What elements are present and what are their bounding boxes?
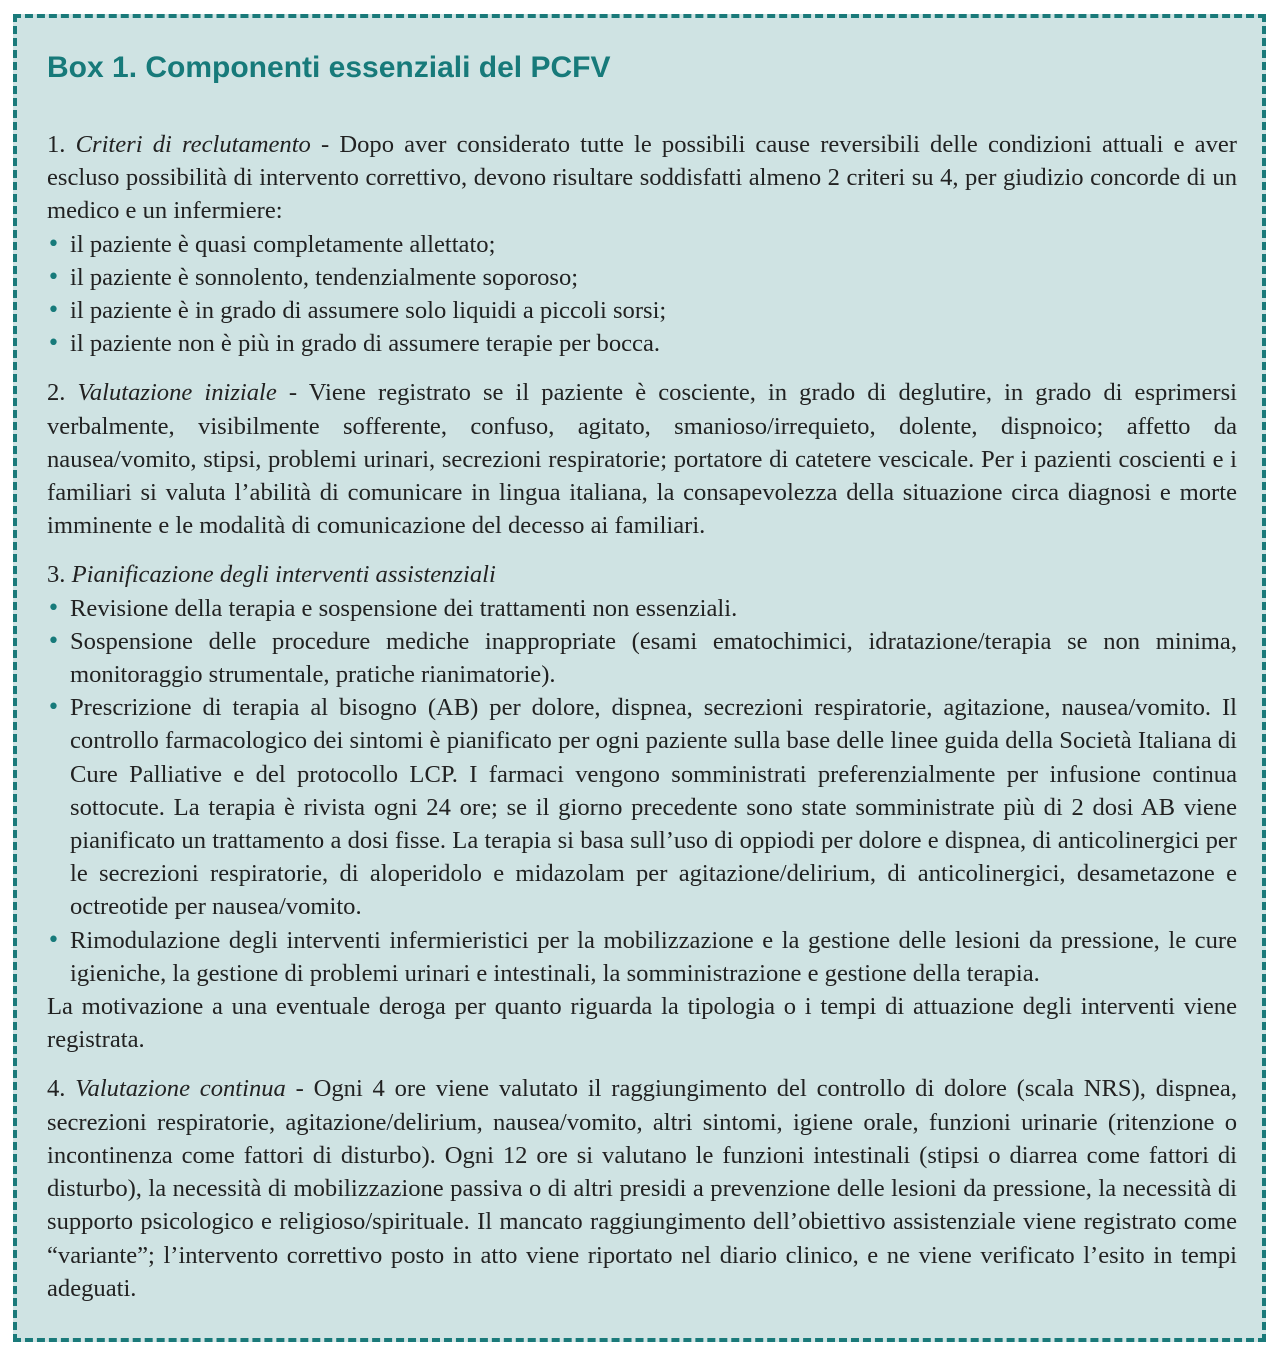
list-item bbox=[47, 924, 1237, 990]
section-number: 2. bbox=[47, 379, 66, 407]
section-separator: - bbox=[285, 1075, 314, 1103]
section-separator: - bbox=[310, 131, 340, 158]
list-item-text: il paziente è in grado di assumere solo liquidi a piccoli sorsi; bbox=[70, 297, 667, 325]
section-paragraph bbox=[47, 558, 1237, 591]
section-pianificazione-interventi bbox=[47, 558, 1237, 1056]
list-item-text: il paziente è quasi completamente allettato; bbox=[70, 230, 496, 258]
list-item bbox=[47, 625, 1237, 691]
bullet-icon: • bbox=[47, 298, 60, 324]
section-criteri-reclutamento bbox=[47, 128, 1237, 360]
bullet-list bbox=[47, 592, 1237, 990]
section-heading: Valutazione continua bbox=[75, 1075, 286, 1103]
section-outro: La motivazione a una eventuale deroga per quanto riguarda la tipologia o i tempi di attuazione degli interventi viene registrata. bbox=[47, 993, 1237, 1054]
list-item bbox=[47, 294, 1237, 327]
section-intro: Dopo aver considerato tutte le possibili cause reversibili delle condizioni attuali e aver escluso possibilità di intervento correttivo, devono risultare soddisfatti almeno 2 criteri su 4, per giudizio concorde di un medico e un infermiere: bbox=[47, 131, 1237, 225]
bullet-list bbox=[47, 228, 1237, 361]
section-number: 1. bbox=[47, 131, 66, 158]
section-number: 4. bbox=[47, 1075, 66, 1103]
bullet-icon: • bbox=[47, 231, 60, 257]
section-intro: Viene registrato se il paziente è cosciente, in grado di deglutire, in grado di esprimersi verbalmente, visibilmente sofferente, confuso, agitato, smanioso/irrequieto, dolente, dispnoico; affetto da nausea/vomito, stipsi, problemi urinari, secrezioni respiratorie; portatore di catetere vescicale. Per i pazienti coscienti e i familiari si valuta l’abilità di comunicare in lingua italiana, la consapevolezza della situazione circa diagnosi e morte imminente e le modalità di comunicazione del decesso ai familiari. bbox=[47, 379, 1238, 540]
section-separator: - bbox=[276, 379, 309, 407]
box-frame bbox=[13, 14, 1266, 1342]
section-number: 3. bbox=[47, 561, 66, 589]
bullet-icon: • bbox=[47, 927, 60, 953]
section-paragraph bbox=[47, 376, 1237, 542]
list-item-text: il paziente è sonnolento, tendenzialmente soporoso; bbox=[70, 263, 579, 291]
list-item-text: Prescrizione di terapia al bisogno (AB) per dolore, dispnea, secrezioni respiratorie, agitazione, nausea/vomito. Il controllo farmacologico dei sintomi è pianificato per ogni paziente sulla base delle linee guida della Società Italiana di Cure Palliative e del protocollo LCP. I farmaci vengono somministrati preferenzialmente per infusione continua sottocute. La terapia è rivista ogni 24 ore; se il giorno precedente sono state somministrate più di 2 dosi AB viene pianificato un trattamento a dosi fisse. La terapia si basa sull’uso di oppiodi per dolore e dispnea, di anticolinergici per le secrezioni respiratorie, di aloperidolo e midazolam per agitazione/delirium, di anticolinergici, desametazone e octreotide per nausea/vomito. bbox=[70, 694, 1237, 921]
section-intro: Ogni 4 ore viene valutato il raggiungimento del controllo di dolore (scala NRS), dispnea, secrezioni respiratorie, agitazione/delirium, nausea/vomito, altri sintomi, igiene orale, funzioni urinarie (ritenzione o incontinenza come fattori di disturbo). Ogni 12 ore si valutano le funzioni intestinali (stipsi o diarrea come fattori di disturbo), la necessità di mobilizzazione passiva o di altri presidi a prevenzione delle lesioni da pressione, la necessità di supporto psicologico e religioso/spirituale. Il mancato raggiungimento dell’obiettivo assistenziale viene registrato come “variante”; l’intervento correttivo posto in atto viene riportato nel diario clinico, e ne viene verificato l’esito in tempi adeguati. bbox=[47, 1075, 1237, 1302]
section-heading: Pianificazione degli interventi assistenziali bbox=[71, 561, 496, 589]
list-item-text: Sospensione delle procedure mediche inappropriate (esami ematochimici, idratazione/terapia se non minima, monitoraggio strumentale, pratiche rianimatorie). bbox=[70, 627, 1237, 689]
bullet-icon: • bbox=[47, 331, 60, 357]
bullet-icon: • bbox=[47, 264, 60, 290]
section-valutazione-continua bbox=[47, 1072, 1237, 1304]
list-item-text: Rimodulazione degli interventi infermieristici per la mobilizzazione e la gestione delle lesioni da pressione, le cure igieniche, la gestione di problemi urinari e intestinali, la somministrazione e gestione della terapia. bbox=[70, 926, 1237, 987]
list-item-text: il paziente non è più in grado di assumere terapie per bocca. bbox=[70, 330, 661, 358]
box-content bbox=[47, 48, 1237, 1321]
list-item-text: Revisione della terapia e sospensione dei trattamenti non essenziali. bbox=[70, 594, 738, 622]
list-item bbox=[47, 592, 1237, 625]
list-item bbox=[47, 691, 1237, 923]
section-valutazione-iniziale bbox=[47, 376, 1237, 542]
bullet-icon: • bbox=[47, 628, 60, 654]
bullet-icon: • bbox=[47, 695, 60, 721]
section-heading: Valutazione iniziale bbox=[77, 379, 277, 407]
list-item bbox=[47, 261, 1237, 294]
section-paragraph bbox=[47, 128, 1237, 228]
box-title: Box 1. Componenti essenziali del PCFV bbox=[47, 51, 611, 84]
section-heading: Criteri di reclutamento bbox=[75, 131, 311, 158]
list-item bbox=[47, 327, 1237, 360]
section-paragraph bbox=[47, 1072, 1237, 1304]
list-item bbox=[47, 228, 1237, 261]
bullet-icon: • bbox=[47, 595, 60, 621]
